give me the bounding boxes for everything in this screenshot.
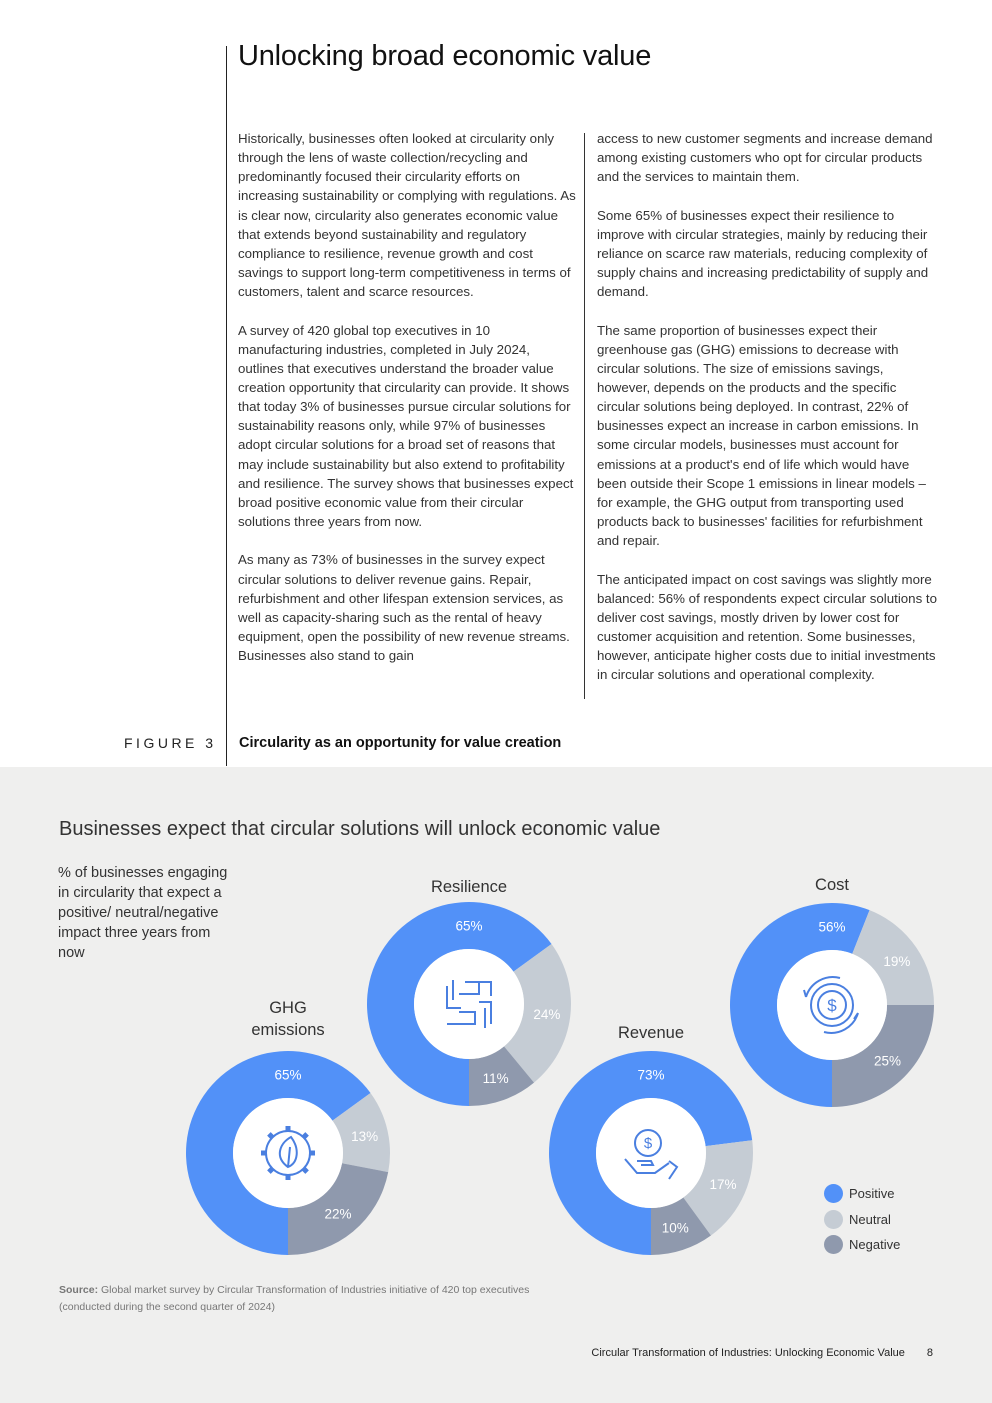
source-note	[59, 1282, 529, 1316]
source-text-2: (conducted during the second quarter of 2024)	[59, 1301, 275, 1313]
data-label: 19%	[883, 953, 911, 969]
paragraph: The same proportion of businesses expect their greenhouse gas (GHG) emissions to decrease with circular solutions. The size of emissions savings, however, depends on the products and the specific circular solutions being deployed. In contrast, 22% of businesses expect an increase in carbon emissions. In some circular models, businesses must account for emissions at a product's end of life which would have been outside their Scope 1 emissions in linear models – for example, the GHG output from transporting used products back to businesses' facilities for refurbishment and repair.	[597, 322, 926, 549]
paragraph: A survey of 420 global top executives in 10 manufacturing industries, completed in July 2024, outlines that executives understand the broader value creation opportunity that circularity can provide. It shows that today 3% of businesses pursue circular solutions for sustainability reasons only, while 97% of businesses adopt circular solutions for a broad set of reasons that may include sustainability but also extend to profitability and resilience. The survey shows that businesses expect broad positive economic value from their circular solutions three years from now.	[238, 322, 574, 530]
data-label: 17%	[709, 1177, 737, 1193]
paragraph: Some 65% of businesses expect their resilience to improve with circular strategies, mainly by reducing their reliance on scarce raw materials, reducing complexity of supply chains and increasing predictability of supply and demand.	[597, 207, 929, 300]
donut-center	[233, 1098, 343, 1208]
donut-title: Revenue	[617, 1024, 685, 1042]
legend-label: Positive	[849, 1186, 895, 1202]
paragraph: Historically, businesses often looked at circularity only through the lens of waste collection/recycling and predominantly focused their circularity efforts on increasing sustainability or complying with regulations. As is clear now, circularity also generates economic value that extends beyond sustainability and regulatory compliance to resilience, revenue growth and cost savings to support long-term competitiveness in terms of customers, talent and scarce resources.	[238, 131, 576, 300]
chart-subtitle: % of businesses engaging in circularity that expect a positive/ neutral/negative impact three years from now	[58, 865, 228, 961]
donut-title: Resilience	[430, 878, 508, 896]
data-label: 13%	[351, 1128, 379, 1144]
donut-center	[596, 1098, 706, 1208]
paragraph: The anticipated impact on cost savings was slightly more balanced: 56% of respondents expect circular solutions to deliver cost savings, mostly driven by lower cost for customer acquisition and retention. Some businesses, however, anticipate higher costs due to initial investments in circular solutions and operational complexity.	[597, 571, 938, 683]
figure-label: FIGURE 3	[124, 735, 217, 751]
source-label: Source:	[59, 1284, 99, 1296]
donut-center	[414, 949, 524, 1059]
page-number: 8	[926, 1347, 933, 1359]
footer-title: Unlocking Economic Value	[774, 1347, 905, 1359]
source-text: Global market survey by Circular Transformation of Industries initiative of 420 top executives	[101, 1284, 530, 1296]
legend-neutral	[824, 1207, 900, 1233]
data-label: 65%	[274, 1067, 302, 1083]
data-label: 65%	[455, 918, 483, 934]
legend-negative	[824, 1232, 900, 1258]
legend-swatch	[824, 1210, 843, 1229]
figure-title: Circularity as an opportunity for value creation	[239, 735, 562, 751]
data-label: 25%	[873, 1053, 902, 1069]
paragraph: As many as 73% of businesses in the survey expect circular solutions to deliver revenue gains. Repair, refurbishment and other lifespan extension services, as well as capacity-sharing such as the rental of heavy equipment, open the possibility of new revenue streams. Businesses also stand to gain	[238, 552, 570, 664]
legend-positive	[824, 1181, 900, 1207]
data-label: 73%	[637, 1067, 665, 1083]
legend-label: Neutral	[849, 1211, 891, 1227]
data-label: 10%	[661, 1220, 689, 1236]
legend	[824, 1181, 900, 1258]
page-footer	[591, 1347, 933, 1359]
paragraph: access to new customer segments and increase demand among existing customers who opt for circular products and the services to maintain them.	[597, 131, 933, 185]
svg-text:$: $	[827, 996, 837, 1015]
data-label: 56%	[818, 919, 846, 935]
donut-title: Cost	[815, 876, 849, 894]
data-label: 22%	[324, 1206, 352, 1222]
legend-swatch	[824, 1184, 843, 1203]
svg-text:$: $	[643, 1135, 653, 1152]
page-title: Unlocking broad economic value	[238, 40, 652, 72]
donut-title: GHG	[269, 999, 307, 1017]
legend-swatch	[824, 1235, 843, 1254]
chart-title: Businesses expect that circular solutions will unlock economic value	[59, 818, 661, 840]
footer-publication: Circular Transformation of Industries:	[591, 1347, 772, 1359]
data-label: 24%	[533, 1006, 561, 1022]
data-label: 11%	[482, 1070, 509, 1086]
donut-title: emissions	[251, 1021, 325, 1039]
legend-label: Negative	[849, 1237, 901, 1253]
